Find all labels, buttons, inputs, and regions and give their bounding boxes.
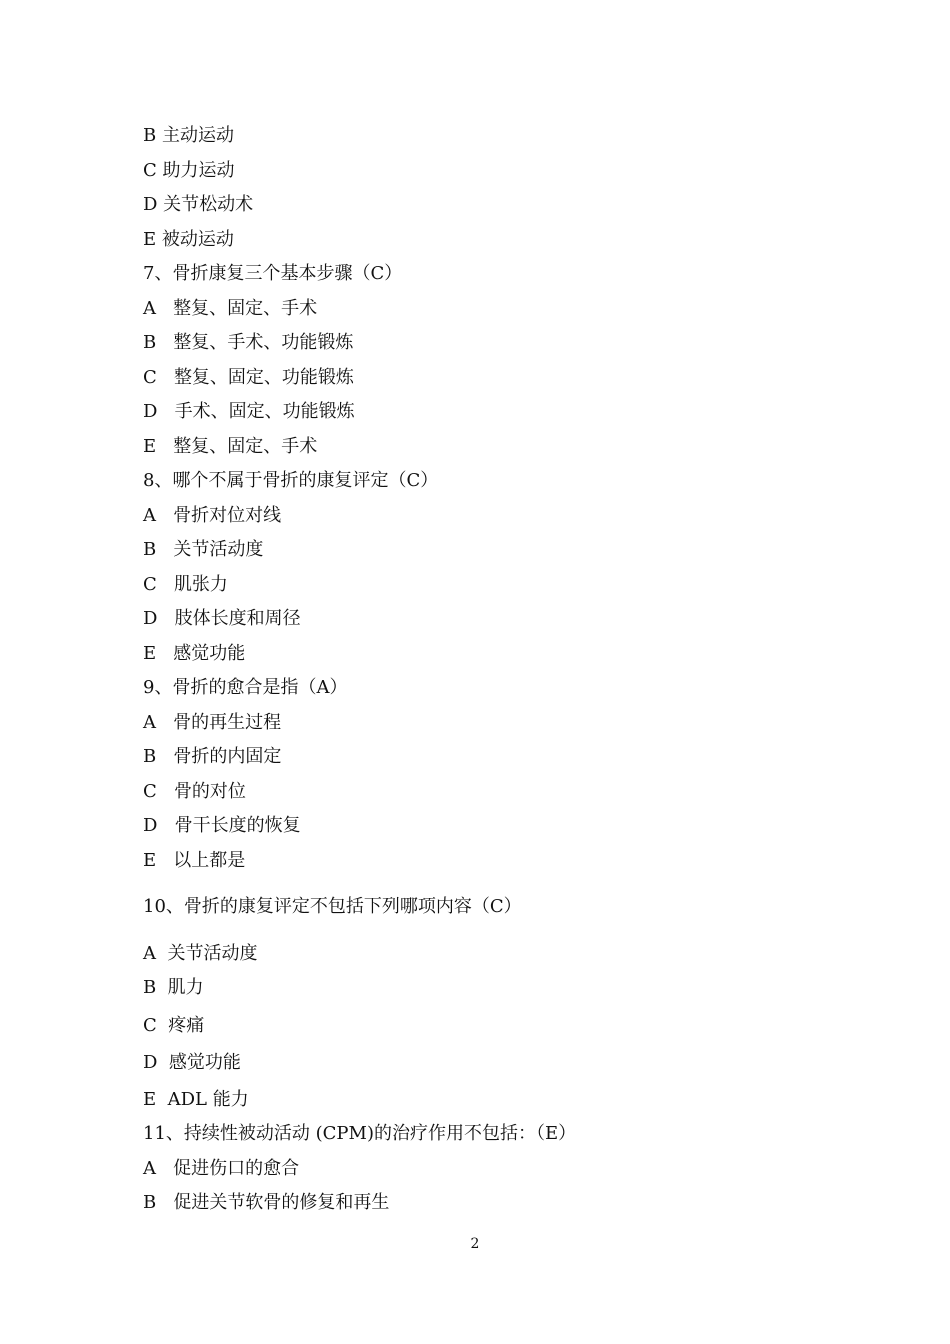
q10-option-c: C 疼痛	[143, 1015, 205, 1036]
q8-option-c: C 肌张力	[143, 574, 228, 595]
option-c-assisted-movement: C 助力运动	[143, 160, 235, 181]
q8-option-d: D 肢体长度和周径	[143, 608, 301, 629]
q10-option-a: A 关节活动度	[143, 943, 258, 964]
q10-option-e: E ADL 能力	[143, 1089, 249, 1110]
q7-option-b: B 整复、手术、功能锻炼	[143, 332, 354, 353]
q9-option-a: A 骨的再生过程	[143, 712, 282, 733]
option-b-active-movement: B 主动运动	[143, 125, 234, 146]
question-9: 9、骨折的愈合是指（A）	[143, 677, 348, 698]
page-number: 2	[470, 1236, 480, 1252]
q10-option-b: B 肌力	[143, 977, 204, 998]
question-10: 10、骨折的康复评定不包括下列哪项内容（C）	[143, 896, 522, 917]
option-e-passive-movement: E 被动运动	[143, 229, 234, 250]
question-11: 11、持续性被动活动 (CPM)的治疗作用不包括：（E）	[143, 1123, 577, 1144]
q9-option-d: D 骨干长度的恢复	[143, 815, 301, 836]
q10-option-d: D 感觉功能	[143, 1052, 241, 1073]
q7-option-c: C 整复、固定、功能锻炼	[143, 367, 354, 388]
q8-option-a: A 骨折对位对线	[143, 505, 282, 526]
q9-option-c: C 骨的对位	[143, 781, 246, 802]
q9-option-e: E 以上都是	[143, 850, 246, 871]
question-7: 7、骨折康复三个基本步骤（C）	[143, 263, 403, 284]
question-8: 8、哪个不属于骨折的康复评定（C）	[143, 470, 439, 491]
q9-option-b: B 骨折的内固定	[143, 746, 282, 767]
q7-option-a: A 整复、固定、手术	[143, 298, 318, 319]
q8-option-b: B 关节活动度	[143, 539, 264, 560]
q7-option-d: D 手术、固定、功能锻炼	[143, 401, 355, 422]
q7-option-e: E 整复、固定、手术	[143, 436, 318, 457]
q11-option-a: A 促进伤口的愈合	[143, 1158, 300, 1179]
q11-option-b: B 促进关节软骨的修复和再生	[143, 1192, 390, 1213]
q8-option-e: E 感觉功能	[143, 643, 246, 664]
option-d-joint-mobilization: D 关节松动术	[143, 194, 254, 215]
